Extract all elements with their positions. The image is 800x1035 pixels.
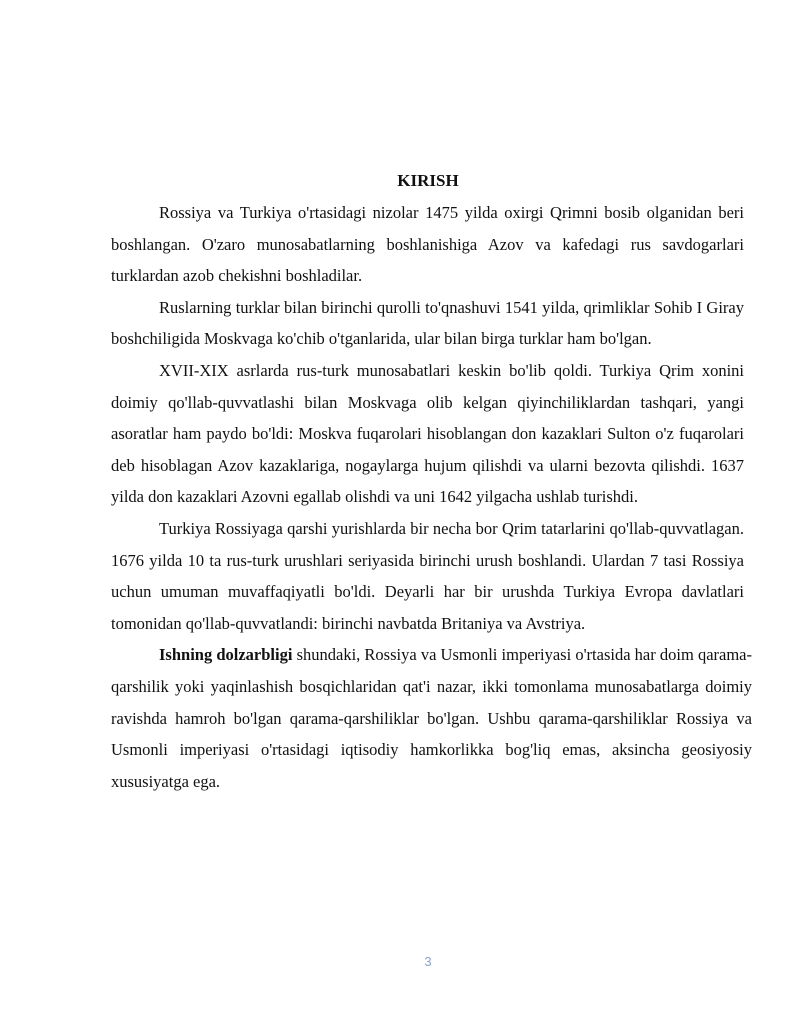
relevance-text: shundaki, Rossiya va Usmonli imperiyasi o'rtasida har doim qarama-qarshilik yoki yaqinlashish bosqichlaridan qat'i nazar, ikki tomonlama munosabatlarga doimiy ravishda hamroh bo'lgan qarama-qarshiliklar bo'lgan. Ushbu qarama-qarshiliklar Rossiya va Usmonli imperiyasi o'rtasidagi iqtisodiy hamkorlikka bog'liq emas, aksincha geosiyosiy xususiyatga ega. xyxy=(111,645,752,791)
paragraph-3: XVII-XIX asrlarda rus-turk munosabatlari keskin bo'lib qoldi. Turkiya Qrim xonini doimiy qo'llab-quvvatlashi bilan Moskvaga olib kelgan qiyinchiliklardan tashqari, yangi asoratlar ham paydo bo'ldi: Moskva fuqarolari hisoblangan don kazaklari Sulton o'z fuqarolari deb hisoblagan Azov kazaklariga, nogaylarga hujum qilishdi va ularni bezovta qilishdi. 1637 yilda don kazaklari Azovni egallab olishdi va uni 1642 yilgacha ushlab turishdi. xyxy=(111,360,744,507)
section-heading: KIRISH xyxy=(397,171,459,190)
relevance-lead: Ishning dolzarbligi xyxy=(159,645,293,665)
paragraph-4: Turkiya Rossiyaga qarshi yurishlarda bir necha bor Qrim tatarlarini qo'llab-quvvatlagan. 1676 yilda 10 ta rus-turk urushlari seriyasida birinchi urush boshlandi. Ulardan 7 tasi Rossiya uchun umuman muvaffaqiyatli bo'ldi. Deyarli har bir urushda Turkiya Evropa davlatlari tomonidan qo'llab-quvvatlandi: birinchi navbatda Britaniya va Avstriya. xyxy=(111,518,744,633)
body-text xyxy=(111,197,752,797)
paragraph-relevance xyxy=(111,639,752,797)
paragraph-2: Ruslarning turklar bilan birinchi qurolli to'qnashuvi 1541 yilda, qrimliklar Sohib I Giray boshchiligida Moskvaga ko'chib o'tganlarida, ular bilan birga turklar ham bo'lgan. xyxy=(111,297,744,349)
page-number: 3 xyxy=(424,954,432,969)
paragraph-1: Rossiya va Turkiya o'rtasidagi nizolar 1475 yilda oxirgi Qrimni bosib olganidan beri boshlangan. O'zaro munosabatlarning boshlanishiga Azov va kafedagi rus savdogarlari turklardan azob chekishni boshladilar. xyxy=(111,203,744,286)
